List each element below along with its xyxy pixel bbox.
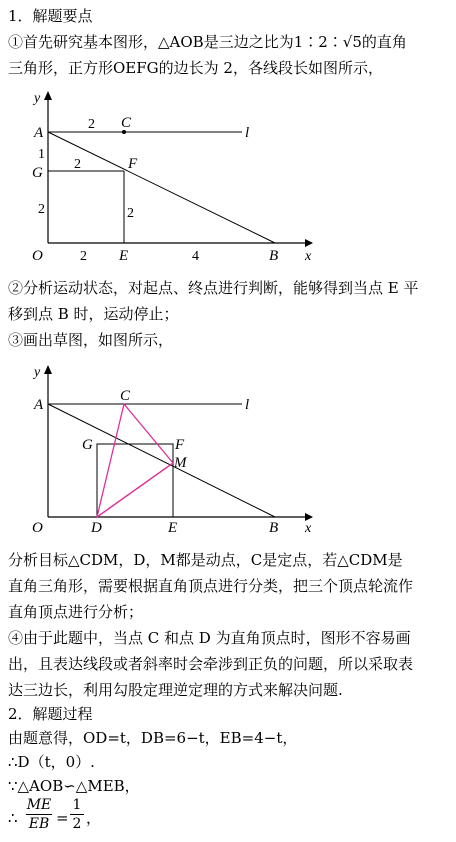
equals-sign: =: [56, 809, 69, 827]
label-e: E: [168, 520, 178, 536]
paragraph-4-line-1: 分析目标△CDM，D，M都是动点，C是定点，若△CDM是: [8, 551, 403, 569]
label-c: C: [121, 115, 132, 131]
heading-solution-process: 2．解题过程: [8, 705, 93, 723]
label-l: l: [245, 125, 250, 141]
solution-step-1: 由题意得，OD=t，DB=6−t，EB=4−t，: [8, 729, 298, 747]
paragraph-4-line-3: 直角顶点进行分析；: [8, 603, 144, 621]
length-eb: 4: [192, 249, 199, 264]
label-m: M: [174, 455, 187, 471]
label-c: C: [120, 388, 131, 404]
fraction-one-half: [70, 797, 84, 832]
fraction-numerator: ME: [26, 797, 52, 813]
label-x: x: [305, 249, 312, 264]
label-a: A: [34, 125, 44, 141]
length-oe: 2: [80, 249, 87, 264]
paragraph-1-line-1: ①首先研究基本图形，△AOB是三边之比为1∶2∶√5的直角: [8, 33, 407, 51]
label-a: A: [34, 397, 44, 413]
paragraph-3-line-1: ③画出草图，如图所示，: [8, 331, 174, 349]
label-l: l: [245, 397, 250, 413]
label-f: F: [175, 437, 185, 453]
label-y: y: [34, 91, 41, 106]
paragraph-2-line-1: ②分析运动状态，对起点、终点进行判断，能够得到当点 E 平: [8, 279, 419, 297]
fraction-denominator: 2: [72, 816, 82, 832]
solution-step-2: ∴D（t，0）.: [8, 753, 95, 771]
heading-key-points: 1．解题要点: [8, 7, 93, 25]
square-defg: [97, 444, 173, 517]
paragraph-5-line-1: ④由于此题中，当点 C 和点 D 为直角顶点时，图形不容易画: [8, 629, 411, 647]
label-b: B: [269, 248, 279, 264]
figure-1: [20, 88, 320, 268]
figure-2: [20, 362, 320, 540]
label-x: x: [305, 521, 312, 536]
length-gf: 2: [74, 157, 81, 172]
y-axis-arrow-icon: [44, 91, 52, 100]
paragraph-4-line-2: 直角三角形，需要根据直角顶点进行分类，把三个顶点轮流作: [8, 577, 414, 595]
label-g: G: [32, 165, 43, 181]
label-f: F: [128, 156, 138, 172]
fraction-me-eb: [26, 797, 52, 832]
x-axis-arrow-icon: [305, 513, 313, 521]
solution-step-4-prefix: ∴: [8, 809, 18, 827]
label-d: D: [91, 520, 102, 536]
label-e: E: [119, 248, 129, 264]
y-axis-arrow-icon: [44, 365, 52, 374]
segment-ab: [48, 404, 275, 517]
paragraph-2-line-2: 移到点 B 时，运动停止；: [8, 305, 179, 323]
label-b: B: [269, 520, 279, 536]
length-go: 2: [38, 202, 45, 217]
solution-step-3: ∵△AOB∽△MEB，: [8, 777, 140, 795]
paragraph-5-line-3: 达三边长，利用勾股定理逆定理的方式来解决问题.: [8, 681, 343, 699]
length-fe: 2: [127, 206, 134, 221]
label-o: O: [32, 248, 43, 264]
label-g: G: [82, 437, 93, 453]
length-ac: 2: [88, 117, 95, 132]
x-axis-arrow-icon: [305, 239, 313, 247]
label-o: O: [32, 520, 43, 536]
label-y: y: [34, 365, 41, 380]
fraction-denominator: EB: [28, 816, 50, 832]
segment-ab: [48, 132, 275, 243]
paragraph-5-line-2: 出，且表达线段或者斜率时会牵涉到正负的问题，所以采取表: [8, 655, 414, 673]
fraction-numerator: 1: [72, 797, 82, 813]
length-ag: 1: [38, 147, 45, 162]
paragraph-1-line-2: 三角形，正方形OEFG的边长为 2，各线段长如图所示，: [8, 59, 383, 77]
solution-step-4-tail: ，: [86, 809, 102, 827]
